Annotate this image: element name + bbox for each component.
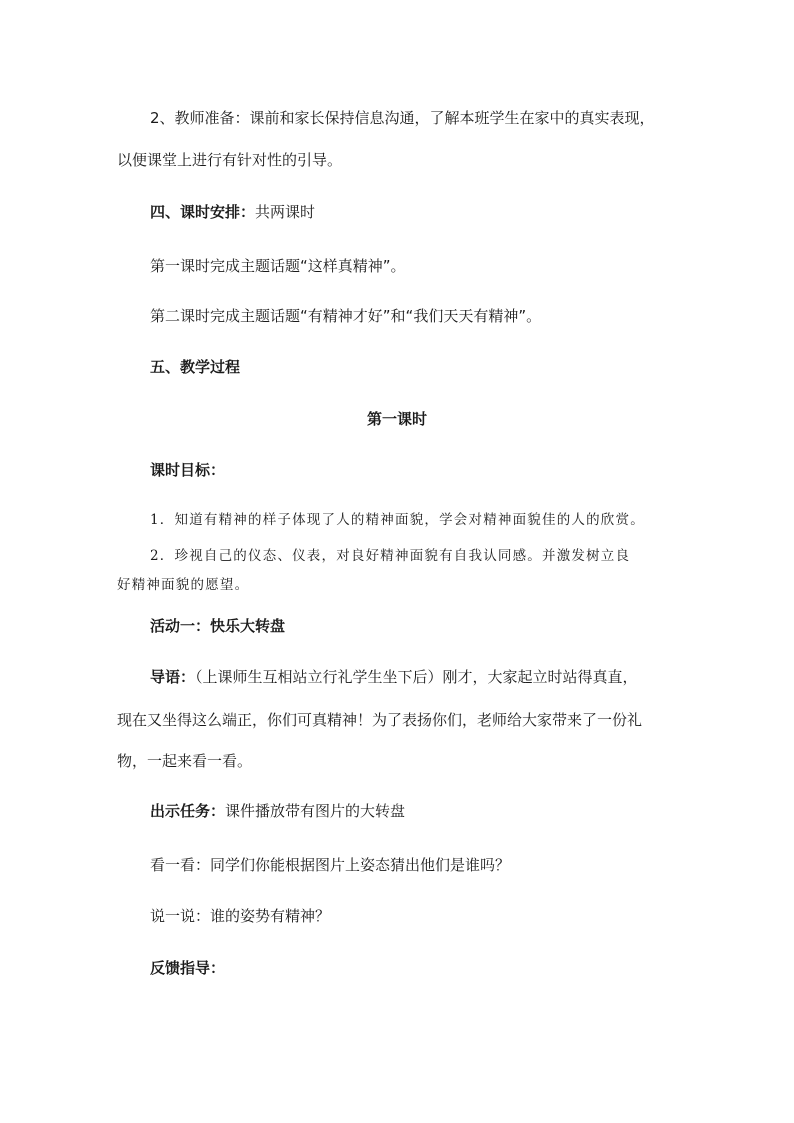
- schedule-second-lesson: 第二课时完成主题话题“有精神才好”和“我们天天有精神”。: [150, 307, 542, 325]
- process-heading: 五、教学过程: [150, 358, 241, 376]
- goal-2-line-1: 2．珍视自己的仪态、仪表，对良好精神面貌有自我认同感。并激发树立良: [150, 548, 631, 564]
- intro-text: （上课师生互相站立行礼学生坐下后）刚才，大家起立时站得真直，: [195, 668, 638, 686]
- schedule-value: 共两课时: [255, 203, 316, 221]
- activity-heading: 活动一：快乐大转盘: [150, 617, 286, 635]
- look-prompt: 看一看：同学们你能根据图片上姿态猜出他们是谁吗？: [150, 856, 511, 874]
- goals-heading: 课时目标：: [150, 461, 226, 479]
- teacher-prep-line-1: 2、教师准备：课前和家长保持信息沟通，了解本班学生在家中的真实表现，: [150, 109, 655, 127]
- intro-line-1: [150, 667, 638, 687]
- teacher-prep-line-2: 以便课堂上进行有针对性的引导。: [117, 151, 343, 169]
- task-line: [150, 801, 405, 821]
- lesson-title: 第一课时: [366, 410, 427, 428]
- task-text: 课件播放带有图片的大转盘: [225, 802, 406, 820]
- feedback-heading: 反馈指导：: [150, 959, 226, 977]
- schedule-line: [150, 202, 315, 222]
- say-prompt: 说一说：谁的姿势有精神？: [150, 907, 331, 925]
- schedule-label: 四、课时安排：: [150, 203, 256, 221]
- goal-2-line-2: 好精神面貌的愿望。: [117, 577, 250, 593]
- intro-line-2: 现在又坐得这么端正，你们可真精神！为了表扬你们，老师给大家带来了一份礼: [117, 711, 643, 729]
- goal-1: 1．知道有精神的样子体现了人的精神面貌，学会对精神面貌佳的人的欣赏。: [150, 512, 645, 528]
- intro-line-3: 物，一起来看一看。: [117, 752, 253, 770]
- task-label: 出示任务：: [150, 802, 226, 820]
- schedule-first-lesson: 第一课时完成主题话题“这样真精神”。: [150, 257, 406, 275]
- intro-label: 导语：: [150, 668, 196, 686]
